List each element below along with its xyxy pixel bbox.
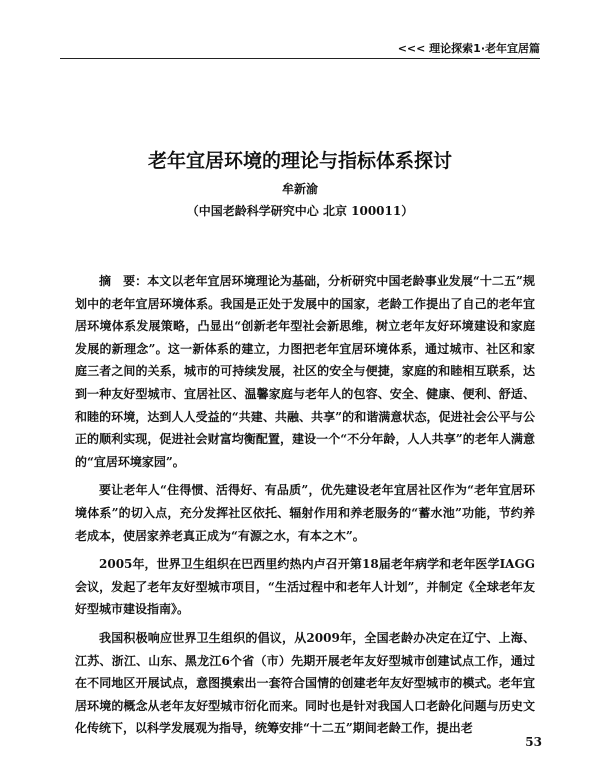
article-title: 老年宜居环境的理论与指标体系探讨 bbox=[147, 150, 452, 172]
abstract-paragraph: 摘 要：本文以老年宜居环境理论为基础，分析研究中国老龄事业发展“十二五”规划中的老年宜居环境体系。我国是正处于发展中的国家，老龄工作提出了自己的老年宜居环境体系发展策略，凸显出“创新老年型社会新思维，树立老年友好环境建设和家庭发展的新理念”。这一新体系的建立，力图把老年宜居环境体系，通过城市、社区和家庭三者之间的关系，城市的可持续发展，社区的安全与便捷，家庭的和睦相互联系，达到一种友好型城市、宜居社区、温馨家庭与老年人的包容、安全、健康、便利、舒适、和睦的环境，达到人人受益的“共建、共融、共享”的和谐满意状态，促进社会公平与公正的顺利实现，促进社会财富均衡配置，建设一个“不分年龄，人人共享”的老年人满意的“宜居环境家园”。 bbox=[75, 274, 535, 469]
article-author: 牟新渝 bbox=[281, 182, 318, 196]
header-divider bbox=[60, 58, 540, 59]
author-affiliation: （中国老龄科学研究中心 北京 100011） bbox=[186, 204, 414, 218]
body-paragraph: 我国积极响应世界卫生组织的倡议，从2009年，全国老龄办决定在辽宁、上海、江苏、浙江、山东、黑龙江6个省（市）先期开展老年友好型城市创建试点工作，通过在不同地区开展试点，意图摸索出一套符合国情的创建老年友好型城市的模式。老年宜居环境的概念从老年友好型城市衍化而来。同时也是针对我国人口老龄化问题与历史文化传统下，以科学发展观为指导，统筹安排“十二五”期间老龄工作，提出老 bbox=[75, 630, 535, 736]
body-paragraph: 2005年，世界卫生组织在巴西里约热内卢召开第18届老年病学和老年医学IAGG会议，发起了老年友好型城市项目，“生活过程中和老年人计划”，并制定《全球老年友好型城市建设指南》。 bbox=[75, 557, 535, 617]
article-body bbox=[75, 270, 535, 746]
page-number: 53 bbox=[525, 735, 542, 749]
running-head: <<< 理论探索1·老年宜居篇 bbox=[397, 42, 540, 55]
body-paragraph: 要让老年人“住得惯、活得好、有品质”，优先建设老年宜居社区作为“老年宜居环境体系”的切入点，充分发挥社区依托、辐射作用和养老服务的“蓄水池”功能，节约养老成本，使居家养老真正成为“有源之水，有本之木”。 bbox=[75, 483, 535, 543]
